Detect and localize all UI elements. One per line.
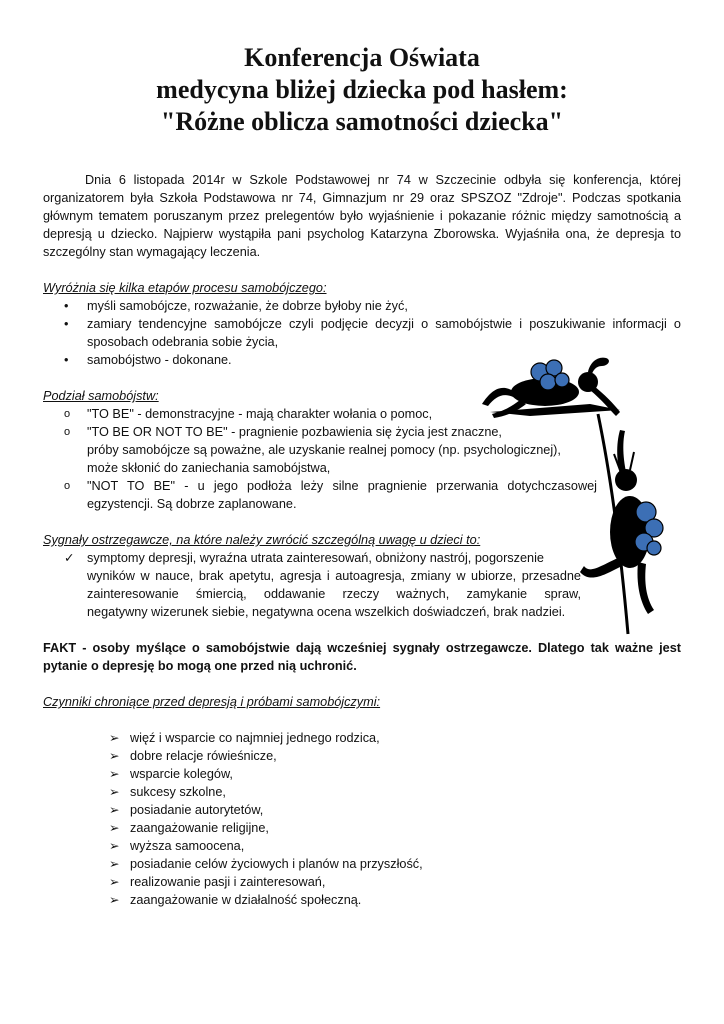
division-heading: Podział samobójstw:	[43, 389, 159, 403]
list-item: ➢ realizowanie pasji i zainteresowań,	[109, 875, 326, 889]
list-item: • myśli samobójcze, rozważanie, że dobrze byłoby nie żyć,	[64, 299, 408, 313]
list-item: ✓ symptomy depresji, wyraźna utrata zainteresowań, obniżony nastrój, pogorszenie wyników w nauce, brak apetytu, agresja i autoagresja, zmiany w ubiorze, przesadne zainteresowanie śmiercią, oddawanie rzeczy ważnych, zamykanie spraw, negatywny wizerunek siebie, negatywna ocena wszelkich doświadczeń, brak nadziei.	[64, 551, 581, 619]
list-item: ➢ wyższa samoocena,	[109, 839, 245, 853]
arrow-bullet-icon: ➢	[109, 731, 120, 745]
list-item: ➢ wsparcie kolegów,	[109, 767, 233, 781]
title-line-2: medycyna bliżej dziecka pod hasłem:	[156, 75, 568, 104]
circle-bullet-icon: o	[64, 408, 71, 420]
title-line-3: "Różne oblicza samotności dziecka"	[160, 107, 564, 136]
list-item: ➢ sukcesy szkolne,	[109, 785, 226, 799]
list-item: ➢ więź i wsparcie co najmniej jednego rodzica,	[109, 731, 380, 745]
arrow-bullet-icon: ➢	[109, 893, 120, 907]
arrow-bullet-icon: ➢	[109, 767, 120, 781]
protective-heading: Czynniki chroniące przed depresją i próbami samobójczymi:	[43, 695, 381, 709]
climbers-helping-icon	[470, 352, 700, 640]
circle-bullet-icon: o	[64, 480, 71, 492]
circle-bullet-icon: o	[64, 426, 71, 438]
protective-list	[43, 729, 681, 909]
checkmark-icon: ✓	[64, 551, 75, 565]
stages-heading: Wyróżnia się kilka etapów procesu samobójczego:	[43, 281, 327, 295]
arrow-bullet-icon: ➢	[109, 803, 120, 817]
arrow-bullet-icon: ➢	[109, 875, 120, 889]
list-item: ➢ zaangażowanie religijne,	[109, 821, 269, 835]
list-item: ➢ posiadanie celów życiowych i planów na przyszłość,	[109, 857, 423, 871]
bullet-dot-icon: •	[64, 317, 69, 331]
fakt-paragraph: FAKT - osoby myślące o samobójstwie dają wcześniej sygnały ostrzegawcze. Dlatego tak ważne jest pytanie o depresję bo mogą one przed nią uchronić.	[43, 641, 681, 673]
list-item: • zamiary tendencyjne samobójcze czyli podjęcie decyzji o samobójstwie i poszukiwanie informacji o sposobach odebrania sobie życia,	[64, 317, 681, 349]
list-item: ➢ posiadanie autorytetów,	[109, 803, 264, 817]
list-item: o "NOT TO BE" - u jego podłoża leży silne pragnienie przerwania dotychczasowej egzystencji. Są dobrze zaplanowane.	[64, 479, 597, 511]
list-item: • samobójstwo - dokonane.	[64, 353, 232, 367]
list-item: ➢ dobre relacje rówieśnicze,	[109, 749, 277, 763]
bullet-dot-icon: •	[64, 353, 69, 367]
arrow-bullet-icon: ➢	[109, 839, 120, 853]
intro-paragraph: Dnia 6 listopada 2014r w Szkole Podstawowej nr 74 w Szczecinie odbyła się konferencja, której organizatorem była Szkoła Podstawowa nr 74, Gimnazjum nr 29 oraz SPSZOZ "Zdroje". Podczas spotkania głównym tematem poruszanym przez prelegentów było wyjaśnienie i pokazanie różnic między samotnością a depresją u dziecko. Najpierw wystąpiła pani psycholog Katarzyna Zborowska. Wyjaśniła ona, że depresja to szczególny stan wymagający leczenia.	[43, 173, 681, 259]
list-item: o "TO BE" - demonstracyjne - mają charakter wołania o pomoc,	[64, 407, 433, 421]
page-title	[0, 42, 724, 138]
signals-heading: Sygnały ostrzegawcze, na które należy zwrócić szczególną uwagę u dzieci to:	[43, 533, 481, 547]
arrow-bullet-icon: ➢	[109, 749, 120, 763]
bullet-dot-icon: •	[64, 299, 69, 313]
arrow-bullet-icon: ➢	[109, 857, 120, 871]
arrow-bullet-icon: ➢	[109, 821, 120, 835]
list-item: ➢ zaangażowanie w działalność społeczną.	[109, 893, 362, 907]
arrow-bullet-icon: ➢	[109, 785, 120, 799]
list-item: o "TO BE OR NOT TO BE" - pragnienie pozbawienia się życia jest znaczne, próby samobójcze są poważne, ale uzyskanie realnej pomocy (np. psychologicznej), może skłonić do zaniechania samobójstwa,	[64, 425, 561, 475]
title-line-1: Konferencja Oświata	[244, 43, 480, 72]
